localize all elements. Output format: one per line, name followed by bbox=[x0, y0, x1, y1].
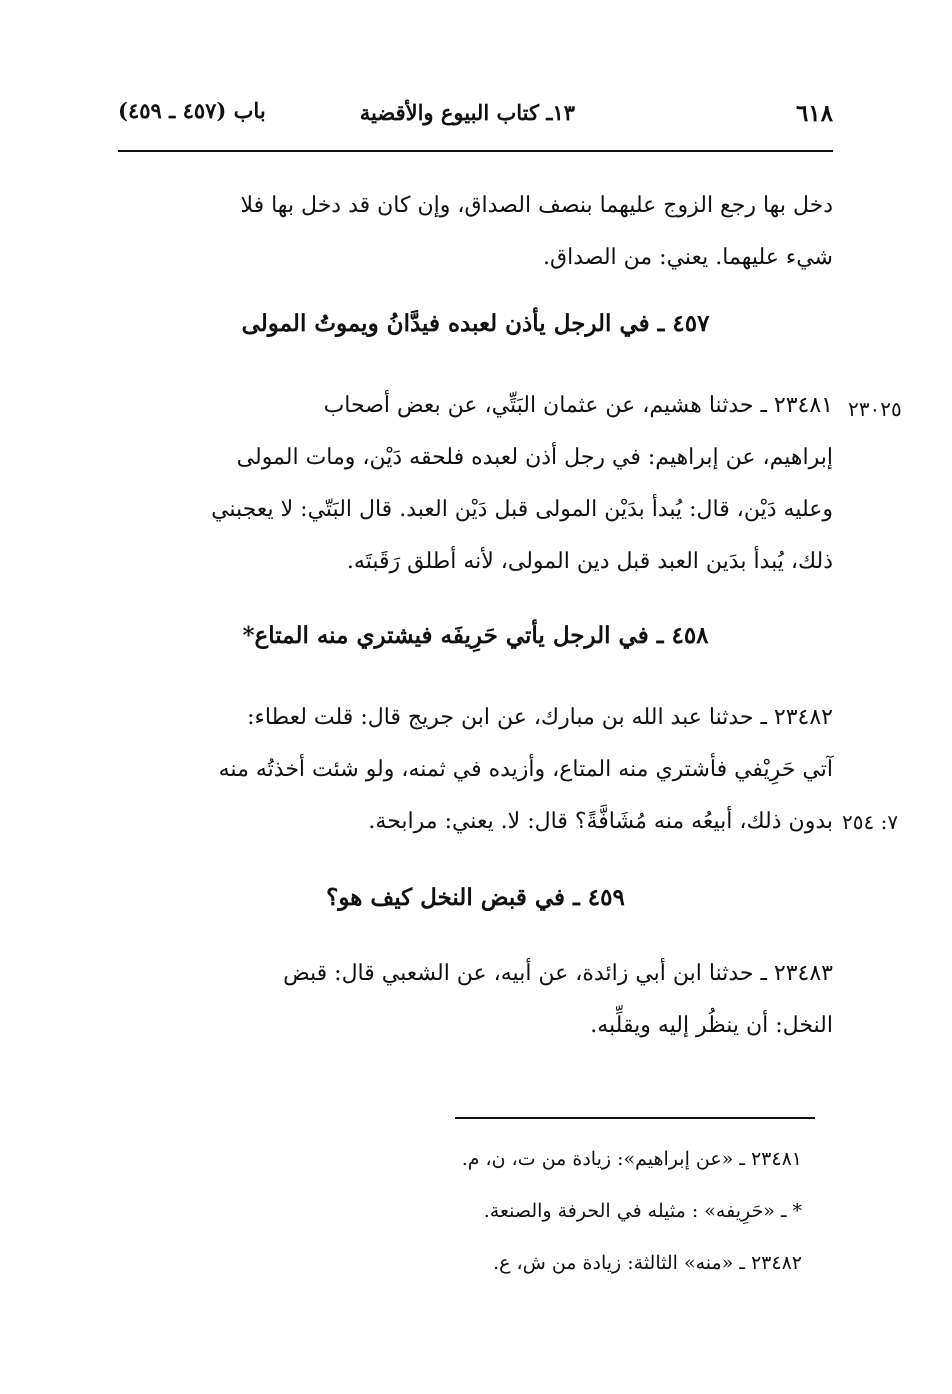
footnote-23481: ٢٣٤٨١ ـ «عن إبراهيم»: زيادة من ت، ن، م. bbox=[461, 1148, 802, 1170]
page-number: ٦١٨ bbox=[795, 100, 833, 127]
footnote-hariif: * ـ «حَرِيفه» : مثيله في الحرفة والصنعة. bbox=[483, 1200, 802, 1222]
book-title: ١٣ـ كتاب البيوع والأقضية bbox=[359, 100, 575, 125]
text-line: دخل بها رجع الزوج عليهما بنصف الصداق، وإن كان قد دخل بها فلا bbox=[240, 193, 833, 218]
text-line: آتي حَرِيْفي فأشتري منه المتاع، وأزيده في ثمنه، ولو شئت أخذتُه منه bbox=[218, 757, 833, 782]
text-line: النخل: أن ينظُر إليه ويقلِّبه. bbox=[590, 1013, 833, 1038]
section-heading-459: ٤٥٩ ـ في قبض النخل كيف هو؟ bbox=[326, 884, 625, 911]
header-rule bbox=[118, 150, 833, 152]
text-line: شيء عليهما. يعني: من الصداق. bbox=[543, 245, 833, 270]
hadith-paragraph-23483 bbox=[104, 948, 833, 1052]
chapter-range: باب (٤٥٧ ـ ٤٥٩) bbox=[118, 98, 266, 123]
hadith-paragraph-23481 bbox=[118, 380, 833, 588]
text-line: وعليه دَيْن، قال: يُبدأ بدَيْن المولى قبل دَيْن العبد. قال البَتّي: لا يعجبني bbox=[211, 497, 833, 522]
text-line: ٢٣٤٨٣ ـ حدثنا ابن أبي زائدة، عن أبيه، عن الشعبي قال: قبض bbox=[283, 961, 833, 986]
hadith-paragraph-23482 bbox=[110, 692, 833, 848]
section-heading-458: ٤٥٨ ـ في الرجل يأتي حَرِيفَه فيشتري منه المتاع* bbox=[242, 622, 709, 649]
footnote-rule bbox=[455, 1117, 815, 1119]
running-header bbox=[118, 92, 833, 132]
continuation-paragraph bbox=[118, 180, 833, 284]
footnote-23482: ٢٣٤٨٢ ـ «منه» الثالثة: زيادة من ش، ع. bbox=[493, 1252, 802, 1274]
section-heading-457: ٤٥٧ ـ في الرجل يأذن لعبده فيدَّانُ ويموتُ المولى bbox=[241, 310, 710, 337]
margin-reference: ٧: ٢٥٤ bbox=[842, 810, 899, 834]
text-line: ٢٣٤٨١ ـ حدثنا هشيم، عن عثمان البَتِّي، عن بعض أصحاب bbox=[323, 393, 833, 418]
margin-reference: ٢٣٠٢٥ bbox=[848, 397, 902, 421]
text-line: ٢٣٤٨٢ ـ حدثنا عبد الله بن مبارك، عن ابن جريج قال: قلت لعطاء: bbox=[247, 705, 833, 730]
text-line: ذلك، يُبدأ بدَين العبد قبل دين المولى، لأنه أطلق رَقَبتَه. bbox=[346, 549, 833, 574]
text-line: بدون ذلك، أبيعُه منه مُشَافَّةً؟ قال: لا. يعني: مرابحة. bbox=[368, 809, 833, 834]
text-line: إبراهيم، عن إبراهيم: في رجل أذن لعبده فلحقه دَيْن، ومات المولى bbox=[236, 445, 833, 470]
